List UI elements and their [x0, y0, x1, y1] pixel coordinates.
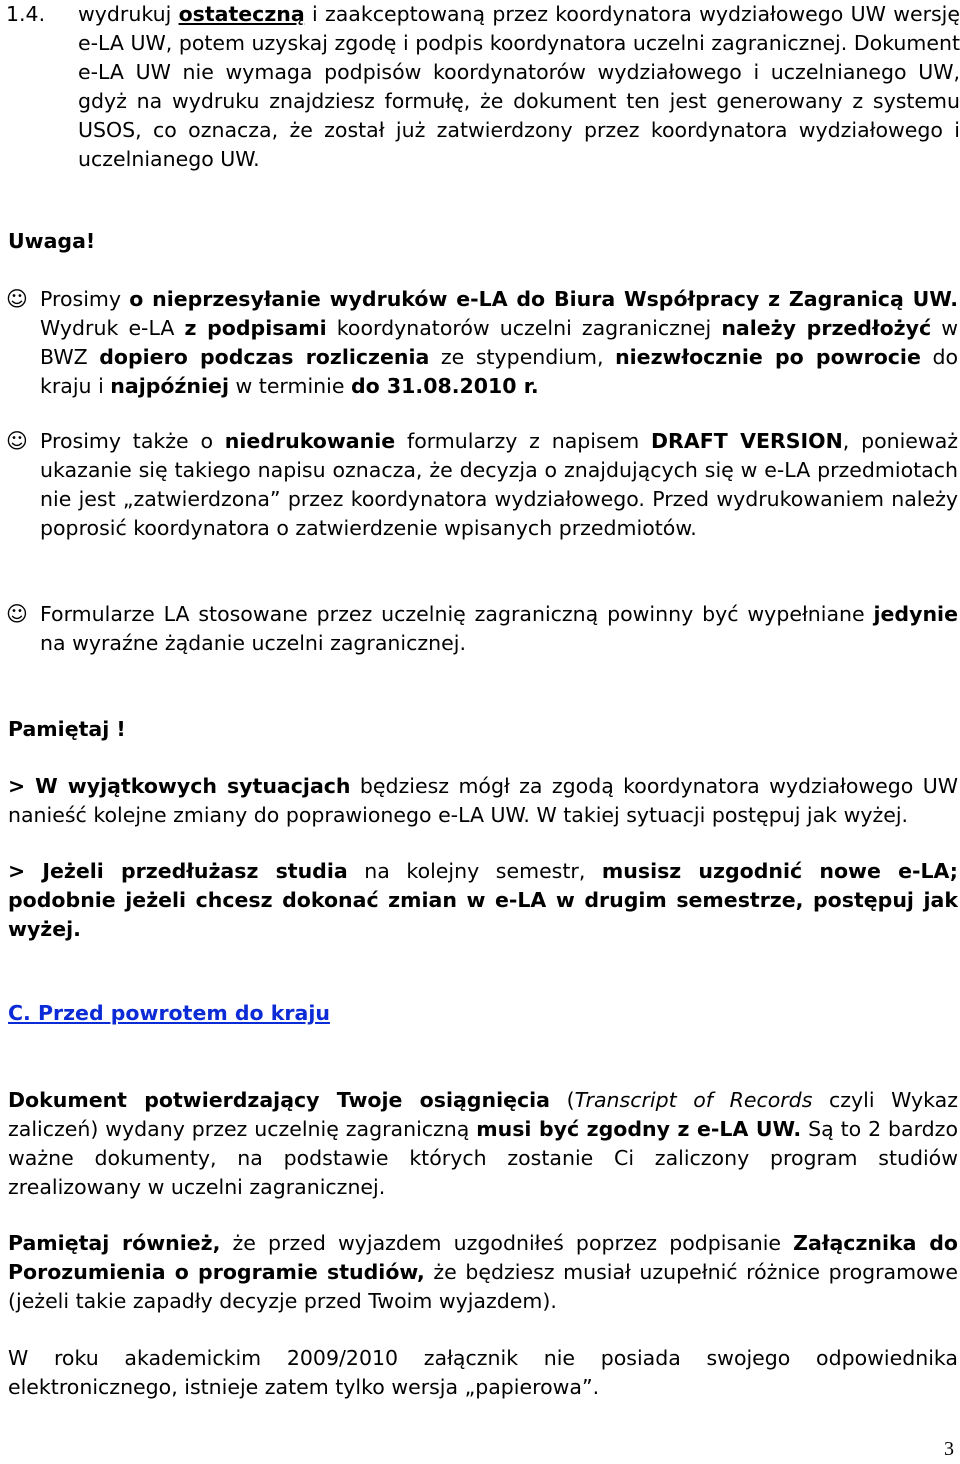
- paragraph-academic-year: W roku akademickim 2009/2010 załącznik nie posiada swojego odpowiednika elektronicznego, istnieje zatem tylko wersja „papierowa”.: [8, 1346, 958, 1399]
- page-number: 3: [944, 1438, 954, 1460]
- notice-text: Prosimy także o niedrukowanie formularzy z napisem DRAFT VERSION, ponieważ ukazanie się takiego napisu oznacza, że decyzja o znajdujących się w e-LA przedmiotach nie jest „zatwierdzona” przez koordynatora wydziałowego. Przed wydrukowaniem należy poprosić koordynatora o zatwierdzenie wpisanych przedmiotów.: [40, 429, 959, 540]
- paragraph-extension: > Jeżeli przedłużasz studia na kolejny semestr, musisz uzgodnić nowe e-LA; podobnie jeżeli chcesz dokonać zmian w e-LA w drugim semestrze, postępuj jak wyżej.: [8, 859, 958, 941]
- smiley-icon: ☺: [6, 602, 28, 626]
- notice-text: Prosimy o nieprzesyłanie wydruków e-LA do Biura Współpracy z Zagranicą UW. Wydruk e-LA z podpisami koordynatorów uczelni zagranicznej należy przedłożyć w BWZ dopiero podczas rozliczenia ze stypendium, niezwłocznie po powrocie do kraju i najpóźniej w terminie do 31.08.2010 r.: [40, 287, 958, 398]
- section-1-4-text: wydrukuj ostateczną i zaakceptowaną przez koordynatora wydziałowego UW wersję e-LA UW, potem uzyskaj zgodę i podpis koordynatora uczelni zagranicznej. Dokument e-LA UW nie wymaga podpisów koordynatorów wydziałowego i uczelnianego UW, gdyż na wydruku znajdziesz formułę, że dokument ten jest generowany z systemu USOS, co oznacza, że został już zatwierdzony przez koordynatora wydziałowego i uczelnianego UW.: [78, 2, 960, 171]
- paragraph-remember-also: Pamiętaj również, że przed wyjazdem uzgodniłeś poprzez podpisanie Załącznika do Porozumienia o programie studiów, że będziesz musiał uzupełnić różnice programowe (jeżeli takie zapadły decyzje przed Twoim wyjazdem).: [8, 1231, 959, 1313]
- pamietaj-heading: Pamiętaj !: [8, 717, 126, 741]
- notice-text: Formularze LA stosowane przez uczelnię zagraniczną powinny być wypełniane jedynie na wyraźne żądanie uczelni zagranicznej.: [40, 602, 958, 655]
- smiley-icon: ☺: [6, 429, 28, 453]
- paragraph-exceptional-situations: > W wyjątkowych sytuacjach będziesz mógł za zgodą koordynatora wydziałowego UW nanieść kolejne zmiany do poprawionego e-LA UW. W takiej sytuacji postępuj jak wyżej.: [8, 774, 958, 827]
- emphasis-final: ostateczną: [178, 2, 305, 26]
- paragraph-transcript: Dokument potwierdzający Twoje osiągnięcia (Transcript of Records czyli Wykaz zaliczeń) wydany przez uczelnię zagraniczną musi być zgodny z e-LA UW. Są to 2 bardzo ważne dokumenty, na podstawie których zostanie Ci zaliczony program studiów zrealizowany w uczelni zagranicznej.: [8, 1088, 959, 1199]
- section-c-heading: C. Przed powrotem do kraju: [8, 1001, 330, 1025]
- section-number: 1.4.: [6, 2, 46, 26]
- smiley-icon: ☺: [6, 287, 28, 311]
- uwaga-heading: Uwaga!: [8, 229, 96, 253]
